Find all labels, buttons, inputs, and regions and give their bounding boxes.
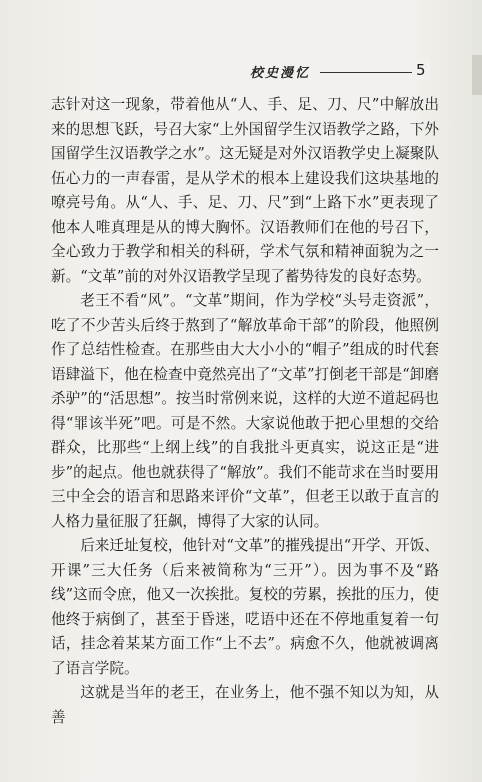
running-title: 校史漫忆 xyxy=(250,66,311,81)
paragraph: 志针对这一现象，带着他从“人、手、足、刀、尺”中解放出来的思想飞跃，号召大家“上外国留学生汉语教学之路，下外国留学生汉语教学之水”。这无疑是对外汉语教学史上凝聚队伍心力的一声春雷，是从学术的根本上建设我们这块基地的嘹亮号角。从“人、手、足、刀、尺”到“上路下水”更表现了他本人唯真理是从的博大胸怀。汉语教师们在他的号召下，全心致力于教学和相关的科研，学术气氛和精神面貌为之一新。“文革”前的对外汉语教学呈现了蓄势待发的良好态势。 xyxy=(51,96,439,285)
body-text xyxy=(51,93,439,730)
page-number: 5 xyxy=(412,61,430,79)
paragraph: 后来迁址复校，他针对“文革”的摧残提出“开学、开饭、开课”三大任务（后来被简称为“三开”）。因为事不及“路线”这而令庶，他又一次挨批。复校的劳累，挨批的压力，使他终于病倒了，甚至于昏迷，呓语中还在不停地重复着一句话，挂念着某某方面工作“上不去”。病愈不久，他就被调离了语言学院。 xyxy=(51,537,439,677)
paragraph: 老王不看“风”。“文革”期间，作为学校“头号走资派”，吃了不少苦头后终于熬到了“解放革命干部”的阶段，他照例作了总结性检查。在那些由大大小小的“帽子”组成的时代套语肆溢下，他在检查中竟然亮出了“文革”打倒老干部是“卸磨杀驴”的“活思想”。按当时常例来说，这样的大逆不道起码也得“罪该半死”吧。可是不然。大家说他敢于把心里想的交给群众，比那些“上纲上线”的自我批斗更真实，说这正是“进步”的起点。他也就获得了“解放”。我们不能苛求在当时要用三中全会的语言和思路来评价“文革”，但老王以敢于直言的人格力量征服了狂飙，博得了大家的认同。 xyxy=(51,292,439,530)
page-header xyxy=(250,62,450,84)
paragraph: 这就是当年的老王，在业务上，他不强不知以为知，从善 xyxy=(51,684,439,726)
page-edge-marker xyxy=(472,55,482,95)
